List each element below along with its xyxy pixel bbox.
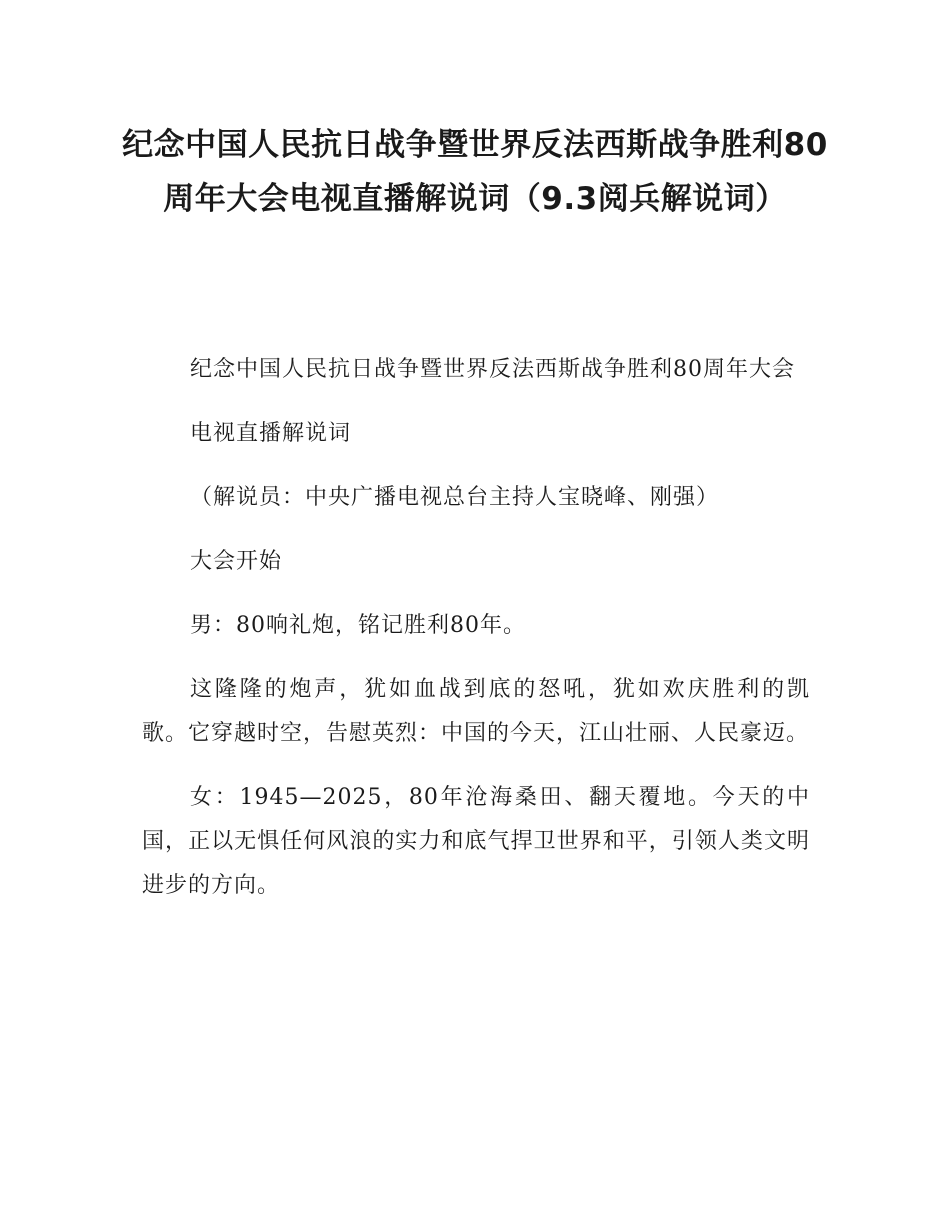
paragraph-cannon-description: 这隆隆的炮声，犹如血战到底的怒吼，犹如欢庆胜利的凯歌。它穿越时空，告慰英烈：中国的今天，江山壮丽、人民豪迈。: [142, 677, 810, 746]
paragraph-subtitle: 电视直播解说词: [190, 421, 352, 446]
paragraph-event-name: 纪念中国人民抗日战争暨世界反法西斯战争胜利80周年大会: [190, 357, 795, 382]
document-title: 纪念中国人民抗日战争暨世界反法西斯战争胜利80周年大会电视直播解说词（9.3阅兵解说词）: [122, 127, 828, 217]
document-body: [142, 348, 810, 928]
paragraph-commentators: （解说员：中央广播电视总台主持人宝晓峰、刚强）: [190, 485, 720, 510]
paragraph-female-line: 女：1945—2025，80年沧海桑田、翻天覆地。今天的中国，正以无惧任何风浪的实力和底气捍卫世界和平，引领人类文明进步的方向。: [142, 785, 810, 898]
paragraph-male-line: 男：80响礼炮，铭记胜利80年。: [190, 613, 526, 638]
paragraph-section-heading: 大会开始: [190, 549, 283, 574]
